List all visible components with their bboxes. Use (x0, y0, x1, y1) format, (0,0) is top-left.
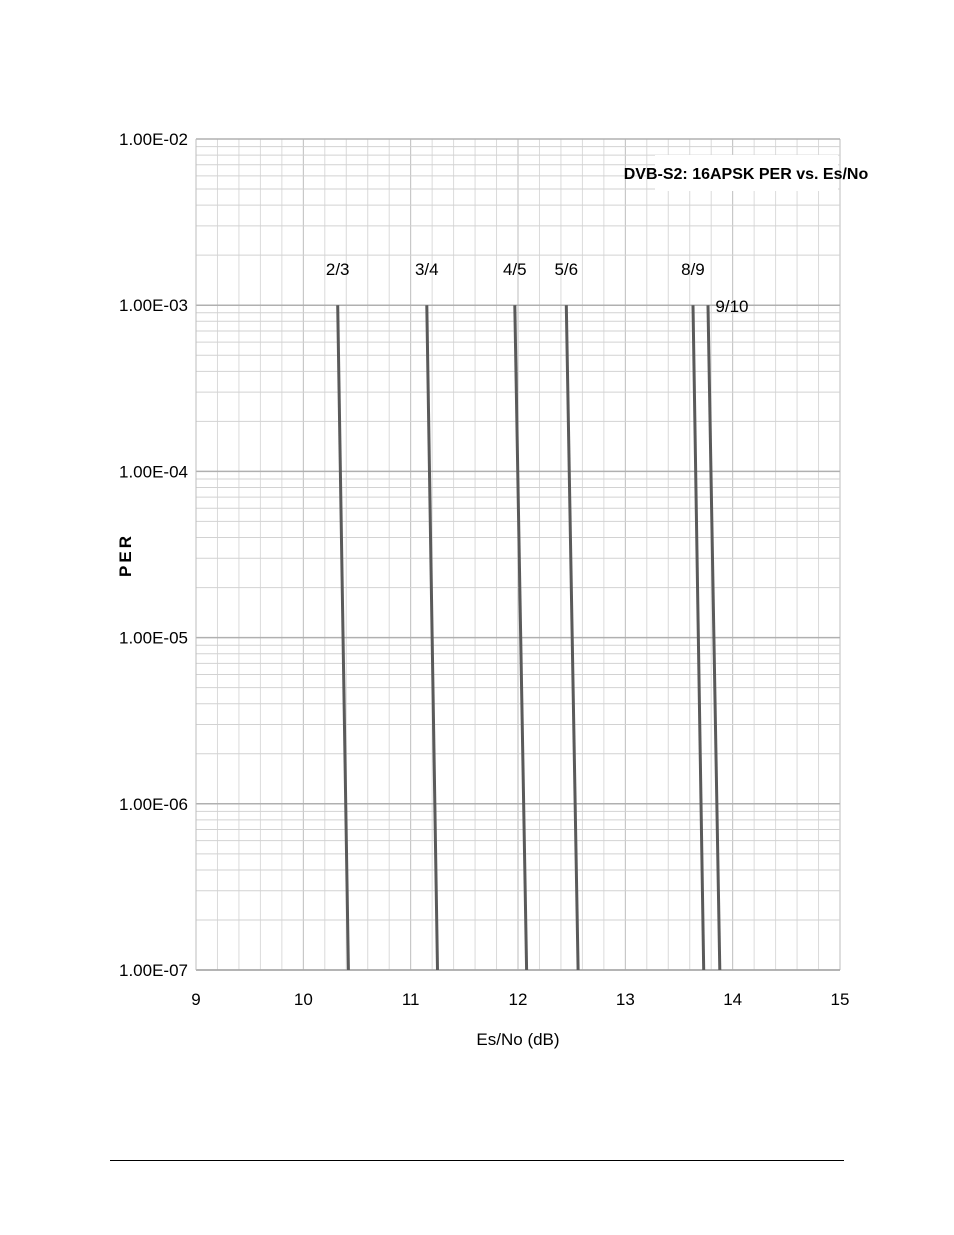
y-tick-label: 1.00E-05 (119, 628, 188, 648)
y-axis-title: PER (116, 533, 135, 577)
y-tick-label: 1.00E-03 (119, 296, 188, 316)
curve-label-4-5: 4/5 (502, 260, 527, 280)
x-tick-label: 9 (191, 990, 201, 1009)
x-tick-labels (191, 990, 849, 1009)
x-axis-title: Es/No (dB) (476, 1030, 560, 1049)
curve-label-5-6: 5/6 (554, 260, 579, 280)
y-tick-label: 1.00E-02 (119, 130, 188, 149)
y-tick-label: 1.00E-04 (119, 462, 188, 482)
chart-title-box (624, 155, 869, 191)
curve-label-8-9: 8/9 (681, 260, 705, 280)
x-tick-label: 14 (723, 990, 743, 1009)
x-tick-label: 13 (615, 990, 635, 1009)
x-tick-label: 12 (508, 990, 528, 1009)
curve-label-2-3: 2/3 (325, 260, 350, 280)
chart-title: DVB-S2: 16APSK PER vs. Es/No (623, 166, 869, 183)
curve-label-3-4: 3/4 (414, 260, 439, 280)
footer-rule (110, 1160, 844, 1161)
x-tick-label: 15 (830, 990, 850, 1009)
y-tick-label: 1.00E-07 (119, 961, 188, 980)
y-tick-label: 1.00E-06 (119, 794, 188, 814)
x-tick-label: 10 (293, 990, 313, 1009)
curve-label-9-10: 9/10 (715, 297, 749, 317)
x-tick-label: 11 (401, 990, 420, 1009)
